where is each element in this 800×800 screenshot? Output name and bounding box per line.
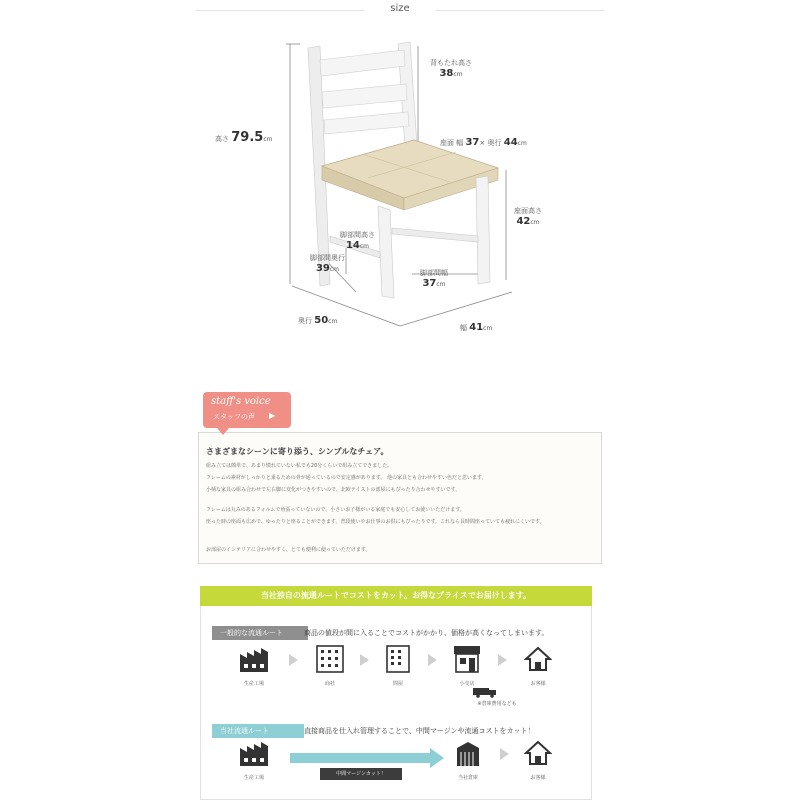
arrow-right-icon (360, 654, 369, 666)
general-route-tag: 一般的な流通ルート (212, 626, 308, 640)
leg-depth-dimension: 脚部間奥行 39cm (310, 254, 345, 274)
staff-voice-paragraph: フレームは丸みのあるフォルムで角張っていないので、小さいお子様がいる家庭でも安心してお使いいただけます。 (206, 507, 465, 513)
leg-gap-height-dimension: 脚部間高さ 14cm (340, 231, 375, 251)
arrow-right-icon (289, 654, 298, 666)
depth-dimension: 奥行 50cm (298, 315, 338, 326)
own-route-tag: 当社流通ルート (212, 724, 304, 738)
staff-voice-badge (203, 392, 291, 428)
page-title: size (390, 3, 410, 14)
node-label: 問屋 (392, 681, 403, 687)
width-dimension: 幅 41cm (460, 322, 493, 333)
general-route-text: 商品の値段が間に入ることでコストがかかり、価格が高くなってしまいます。 (304, 629, 549, 637)
truck-icon (472, 686, 500, 698)
height-dimension: 高さ 79.5cm (215, 130, 273, 145)
wholesaler-building-icon (385, 644, 411, 674)
seat-height-dimension: 座面高さ 42cm (514, 207, 542, 227)
warehouse-icon (455, 740, 481, 768)
node-label: 商社 (324, 681, 335, 687)
node-label: 生産工場 (243, 775, 264, 781)
factory-icon (238, 646, 270, 674)
office-building-icon (315, 644, 345, 674)
staff-voice-subtitle: スタッフの声 (213, 413, 255, 421)
speech-bubble-icon: ▶ (269, 411, 276, 420)
staff-voice-paragraph: フレームの素材がしっかりと乗るための骨が通っているので安定感があります。 他の家具とも合わせやすい色だと思います。 (206, 475, 487, 481)
staff-voice-paragraph: お部屋のインテリアに合わせやすく、とても便利に使っていただけます。 (206, 547, 371, 553)
seat-dimension: 座面 幅 37× 奥行 44cm (440, 137, 527, 148)
staff-voice-paragraph: 小柄な家具の組み合わせで左右脚に変化がつきやすいので、北欧テイストの部屋にもぴったり合わせやすいです。 (206, 487, 461, 493)
home-icon (524, 740, 552, 766)
node-label: お客様 (530, 681, 546, 687)
arrow-right-icon (498, 654, 507, 666)
staff-voice-heading: さまざまなシーンに寄り添う、シンプルなチェア。 (206, 447, 389, 456)
margin-cut-label: 中間マージンカット！ (320, 768, 402, 780)
node-label: お客様 (530, 775, 546, 781)
staff-voice-paragraph: 座った時の座面も広めで、ゆったりと座ることができます。普段使いやお仕事のお供にもぴったりです。これなら長時間座っていても疲れにくいです。 (206, 519, 545, 525)
node-label: 小売店 (459, 681, 475, 687)
home-icon (524, 646, 552, 672)
leg-width-dimension: 脚部間幅 37cm (420, 269, 448, 289)
node-label: 当社倉庫 (457, 775, 478, 781)
factory-icon (238, 740, 270, 768)
staff-voice-title: staff's voice (211, 396, 271, 407)
arrow-right-icon (500, 748, 509, 760)
retail-note: ※倉庫費用なども (477, 701, 517, 707)
backrest-dimension: 背もたれ高さ 38cm (430, 59, 472, 79)
staff-voice-paragraph: 組み立ては簡単で、あまり慣れていない私でも20分くらいで組み立てできました。 (206, 463, 393, 469)
chair-illustration (0, 0, 800, 380)
direct-route-arrow (290, 753, 430, 763)
cost-banner: 当社独自の流通ルートでコストをカット。お得なプライスでお届けします。 (200, 586, 592, 606)
arrow-right-icon (428, 654, 437, 666)
store-icon (452, 644, 482, 674)
node-label: 生産工場 (243, 681, 264, 687)
own-route-text: 直接商品を仕入れ管理することで、中間マージンや流通コストをカット！ (304, 727, 535, 735)
